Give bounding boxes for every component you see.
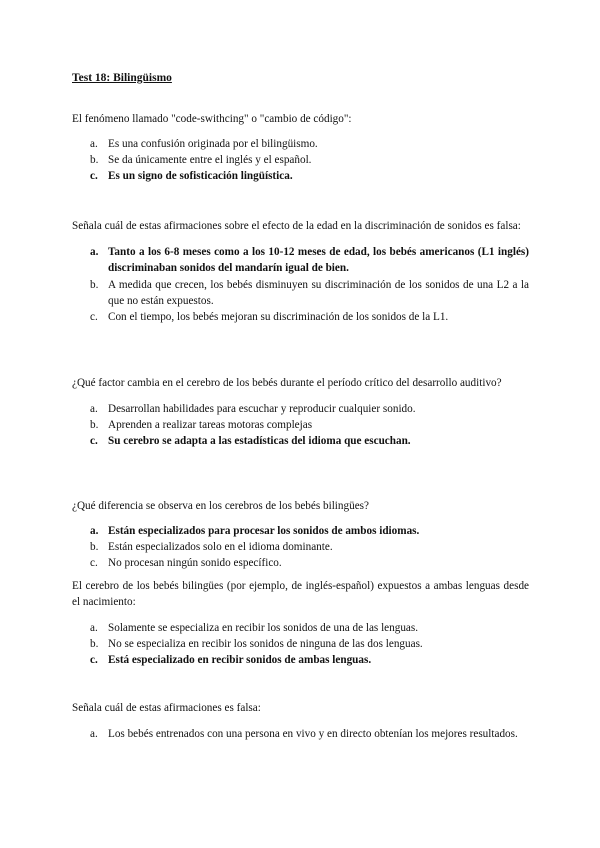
option-text: No se especializa en recibir los sonidos de ninguna de las dos lenguas. <box>108 638 423 650</box>
question-text: ¿Qué diferencia se observa en los cerebros de los bebés bilingües? <box>72 500 369 512</box>
option-item-correct <box>72 168 529 184</box>
options-list <box>72 523 529 571</box>
option-item <box>72 620 529 636</box>
options-list <box>72 726 529 742</box>
options-list <box>72 401 529 449</box>
option-marker: b. <box>90 279 99 291</box>
option-item <box>72 417 529 433</box>
option-marker: a. <box>90 138 98 150</box>
option-marker: a. <box>90 622 98 634</box>
page-title: Test 18: Bilingüismo <box>72 72 172 84</box>
option-marker: c. <box>90 435 98 447</box>
option-marker: a. <box>90 728 98 740</box>
option-text: No procesan ningún sonido específico. <box>108 557 282 569</box>
option-marker: a. <box>90 403 98 415</box>
option-item <box>72 726 529 742</box>
question-text: El fenómeno llamado "code-swithcing" o "cambio de código": <box>72 113 352 125</box>
option-text: Solamente se especializa en recibir los sonidos de una de las lenguas. <box>108 622 419 634</box>
question-block-3 <box>72 375 529 449</box>
option-item-correct <box>72 523 529 539</box>
option-text: Es un signo de sofisticación lingüística. <box>108 170 293 182</box>
option-item <box>72 555 529 571</box>
option-marker: c. <box>90 654 98 666</box>
option-item-correct <box>72 652 529 668</box>
option-item <box>72 309 529 325</box>
question-text: ¿Qué factor cambia en el cerebro de los bebés durante el período crítico del desarrollo auditivo? <box>72 377 502 389</box>
option-item <box>72 539 529 555</box>
option-marker: a. <box>90 246 99 258</box>
option-item <box>72 636 529 652</box>
option-item <box>72 277 529 309</box>
question-block-1 <box>72 111 529 184</box>
question-block-4 <box>72 498 529 571</box>
question-text: Señala cuál de estas afirmaciones sobre el efecto de la edad en la discriminación de sonidos es falsa: <box>72 220 521 232</box>
option-marker: c. <box>90 557 98 569</box>
option-text: Con el tiempo, los bebés mejoran su discriminación de los sonidos de la L1. <box>108 311 449 323</box>
question-text: Señala cuál de estas afirmaciones es falsa: <box>72 702 261 714</box>
question-block-2 <box>72 218 529 325</box>
option-text: A medida que crecen, los bebés disminuyen su discriminación de los sonidos de una L2 a la que no están expuestos. <box>108 279 529 307</box>
options-list <box>72 244 529 325</box>
option-text: Está especializado en recibir sonidos de ambas lenguas. <box>108 654 372 666</box>
option-marker: a. <box>90 525 99 537</box>
option-item <box>72 401 529 417</box>
options-list <box>72 620 529 668</box>
option-text: Su cerebro se adapta a las estadísticas del idioma que escuchan. <box>108 435 411 447</box>
option-text: Se da únicamente entre el inglés y el español. <box>108 154 312 166</box>
question-block-6 <box>72 700 529 742</box>
option-marker: b. <box>90 541 99 553</box>
option-marker: b. <box>90 638 99 650</box>
option-text: Están especializados solo en el idioma dominante. <box>108 541 333 553</box>
option-item <box>72 152 529 168</box>
option-text: Los bebés entrenados con una persona en vivo y en directo obtenían los mejores resultados. <box>108 728 518 740</box>
option-marker: b. <box>90 154 99 166</box>
option-text: Tanto a los 6-8 meses como a los 10-12 meses de edad, los bebés americanos (L1 inglés) discriminaban sonidos del mandarín igual de bien. <box>108 246 529 274</box>
option-text: Desarrollan habilidades para escuchar y reproducir cualquier sonido. <box>108 403 416 415</box>
option-text: Aprenden a realizar tareas motoras complejas <box>108 419 313 431</box>
question-text: El cerebro de los bebés bilingües (por ejemplo, de inglés-español) expuestos a ambas lenguas desde el nacimiento: <box>72 580 529 608</box>
question-block-5 <box>72 578 529 668</box>
option-marker: b. <box>90 419 99 431</box>
option-text: Están especializados para procesar los sonidos de ambos idiomas. <box>108 525 420 537</box>
option-item-correct <box>72 244 529 276</box>
option-item <box>72 136 529 152</box>
options-list <box>72 136 529 184</box>
option-marker: c. <box>90 311 98 323</box>
option-marker: c. <box>90 170 98 182</box>
option-item-correct <box>72 433 529 449</box>
option-text: Es una confusión originada por el bilingüismo. <box>108 138 318 150</box>
